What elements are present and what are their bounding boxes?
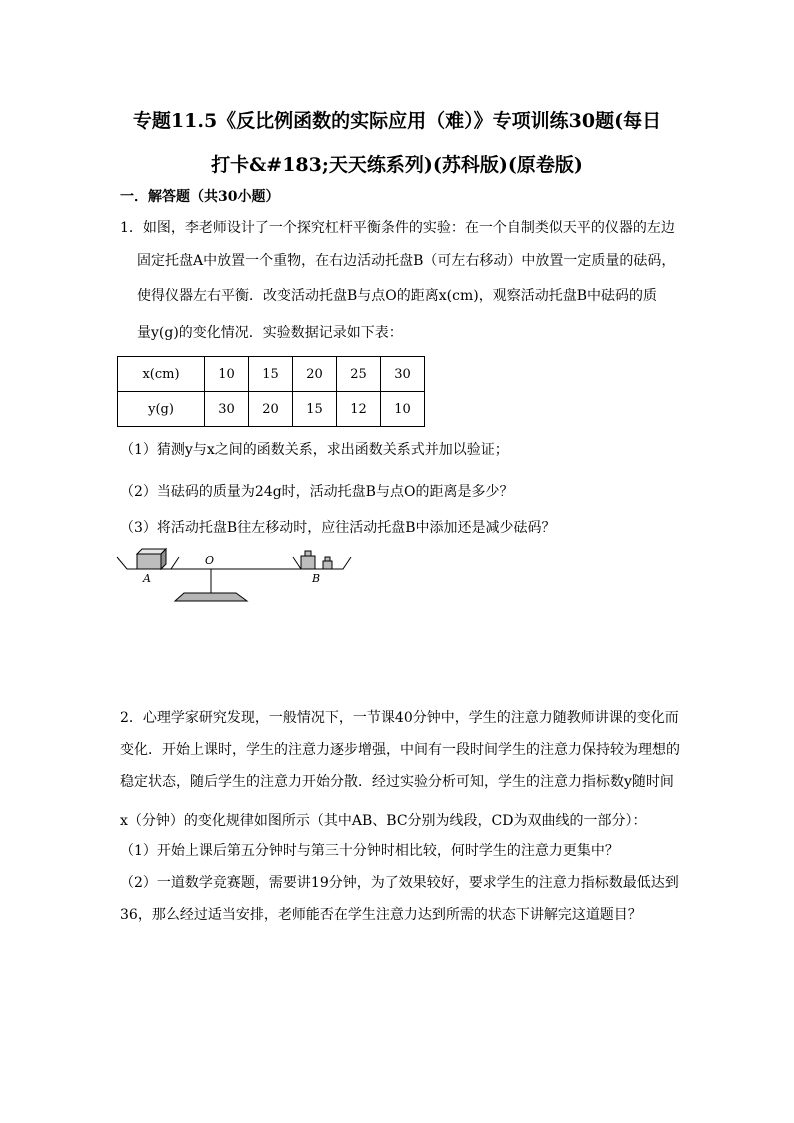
- doc-title-line-1: 专题11.5《反比例函数的实际应用（难）》专项训练30题(每日: [132, 110, 662, 132]
- table-cell: 10: [205, 357, 249, 392]
- q2-line-4: x（分钟）的变化规律如图所示（其中AB、BC分别为线段，CD为双曲线的一部分）：: [120, 813, 647, 829]
- q1-sub-2: （2）当砝码的质量为24g时，活动托盘B与点O的距离是多少？: [120, 484, 514, 500]
- q2-sub-2-line-2: 36，那么经过适当安排，老师能否在学生注意力达到所需的状态下讲解完这道题目？: [120, 907, 642, 923]
- q2-line-1: 2．心理学家研究发现，一般情况下，一节课40分钟中，学生的注意力随教师讲课的变化而: [120, 710, 679, 726]
- counterweight-icon: [301, 551, 332, 569]
- table-header-x: x(cm): [118, 357, 205, 392]
- table-cell: 15: [249, 357, 293, 392]
- table-cell: 12: [337, 392, 381, 427]
- lever-balance-figure: [115, 545, 360, 607]
- label-o: O: [205, 554, 215, 567]
- table-row: [118, 392, 425, 427]
- weight-box-icon: [137, 549, 166, 569]
- table-cell: 25: [337, 357, 381, 392]
- experiment-data-table: [117, 356, 425, 427]
- q2-sub-2-line-1: （2）一道数学竞赛题，需要讲19分钟，为了效果较好，要求学生的注意力指标数最低达到: [120, 875, 679, 891]
- q1-sub-1: （1）猜测y与x之间的函数关系，求出函数关系式并加以验证；: [120, 442, 509, 458]
- table-cell: 10: [381, 392, 425, 427]
- table-header-y: y(g): [118, 392, 205, 427]
- q1-sub-3: （3）将活动托盘B往左移动时，应往活动托盘B中添加还是减少砝码？: [120, 520, 556, 536]
- section-header: 一．解答题（共30小题）: [120, 189, 280, 205]
- label-b: B: [312, 572, 321, 585]
- label-a: A: [143, 572, 151, 585]
- table-cell: 20: [293, 357, 337, 392]
- q1-line-1: 1．如图，李老师设计了一个探究杠杆平衡条件的实验：在一个自制类似天平的仪器的左边: [120, 220, 675, 236]
- q2-line-2: 变化．开始上课时，学生的注意力逐步增强，中间有一段时间学生的注意力保持较为理想的: [120, 742, 680, 758]
- q2-sub-1: （1）开始上课后第五分钟时与第三十分钟时相比较，何时学生的注意力更集中？: [120, 843, 619, 859]
- table-cell: 30: [205, 392, 249, 427]
- table-cell: 30: [381, 357, 425, 392]
- table-row: [118, 357, 425, 392]
- q1-line-2: 固定托盘A中放置一个重物，在右边活动托盘B（可左右移动）中放置一定质量的砝码，: [137, 253, 676, 269]
- q1-line-3: 使得仪器左右平衡．改变活动托盘B与点O的距离x(cm)，观察活动托盘B中砝码的质: [137, 288, 657, 304]
- table-cell: 15: [293, 392, 337, 427]
- q1-line-4: 量y(g)的变化情况．实验数据记录如下表：: [137, 325, 403, 341]
- doc-title-line-2: 打卡&#183;天天练系列)(苏科版)(原卷版): [211, 154, 583, 176]
- lever-base: [175, 593, 247, 601]
- table-cell: 20: [249, 392, 293, 427]
- q2-line-3: 稳定状态，随后学生的注意力开始分散．经过实验分析可知，学生的注意力指标数y随时间: [120, 774, 674, 790]
